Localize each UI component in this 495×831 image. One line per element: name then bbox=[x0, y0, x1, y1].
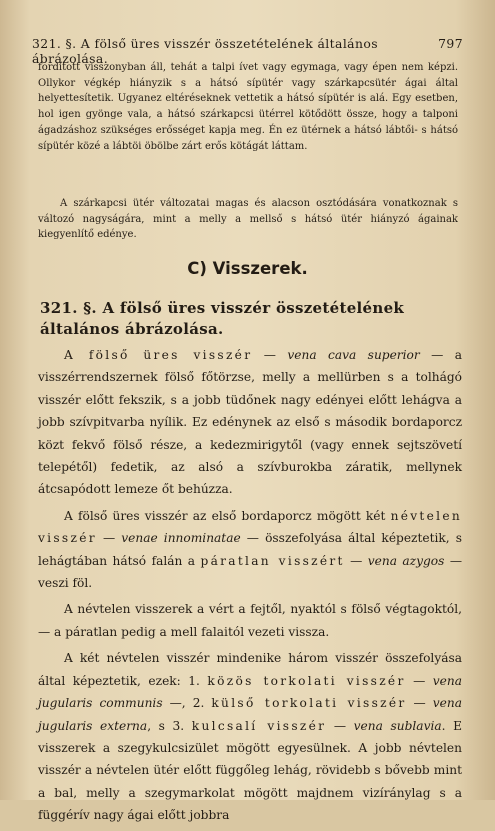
top-paragraph-2-block bbox=[38, 196, 458, 243]
body-paragraph-3: A névtelen visszerek a vért a fejtől, nyaktól s fölső végtagoktól, — a páratlan pedig a mell falaitól vezeti vissza. bbox=[38, 602, 462, 639]
latin-term: vena azygos bbox=[367, 553, 445, 568]
dash: — bbox=[96, 531, 122, 546]
text: . E visszerek a szegykulcsizület mögött egyesülnek. A jobb névtelen visszér a névtelen ütér előtt függőleg lehág, rövidebb s bővebb mint a bal, melly a szegymarkolat mögött majdnem vizíránylag s a függérív nagy ágai előtt jobbra bbox=[38, 718, 463, 823]
latin-term: vena jugularis communis bbox=[38, 673, 462, 711]
term-nevtelen: névtelen visszér bbox=[38, 508, 462, 546]
text: , s 3. bbox=[147, 718, 192, 733]
body-paragraph-1 bbox=[38, 344, 462, 501]
term-vena-cava: A fölső üres visszér bbox=[64, 348, 253, 362]
text: —, 2. bbox=[162, 696, 212, 711]
body-paragraph-1-text: — a visszérrendszernek fölső főtörzse, melly a mellürben s a tolhágó visszér előtt fekszik, s a jobb tüdőnek nagy edényei előtt lehágva a jobb szívpitvarba nyílik. Ez edénynek az első s második bordaporcz közt fekvő fölső része, a kedezmirigytől (vagy ennek sejtszövetí telepétől) fedetik, az alsó a szívburokba záratik, mellynek átcsapódott lemeze őt behúzza. bbox=[38, 348, 463, 497]
top-paragraph-1: fordított visszonyban áll, tehát a talpi ívet vagy egymaga, vagy épen nem képzi. Ollykor végkép hiányzik s a hátsó sípütér vagy szárkapcsütér ágai által helyettesítetik. Ugyanez eltéréseknek vettetik a hátsó sípütér is alá. Egy esetben, hol igen gyönge vala, a hátsó szárkapcsi ütérrel kötődött össze, hogy a talponi ágadzáshoz szükséges erősséget kapja meg. Én ez ütérnek a hátsó lábtői- s hátsó sípütér közé a lábtöi öbölbe zárt erős kötágát láttam. bbox=[38, 62, 458, 152]
latin-term: vena cava superior bbox=[287, 348, 420, 362]
section-heading: C) Visszerek. bbox=[187, 259, 308, 278]
term-kulcsali: kulcsalí visszér bbox=[191, 718, 327, 733]
latin-term: venae innominatae bbox=[121, 531, 241, 546]
body-paragraph-2 bbox=[38, 505, 462, 595]
top-paragraph-1-block bbox=[38, 60, 458, 154]
body-text bbox=[38, 344, 462, 831]
text: — veszi föl. bbox=[38, 553, 463, 591]
top-paragraph-2: A szárkapcsi ütér változatai magas és alacson osztódására vonatkoznak s változó nagyságára, mint a melly a mellső s hátsó ütér hiányzó ágainak kiegyenlítő edénye. bbox=[38, 198, 458, 241]
chapter-title: 321. §. A fölső üres visszér összetételének általános ábrázolása. bbox=[40, 299, 405, 338]
term-kulso: külső torkolati visszér bbox=[211, 696, 407, 711]
page-number: 797 bbox=[438, 36, 463, 51]
running-head-title: 321. §. A fölső üres visszér összetételének általános ábrázolása. bbox=[32, 36, 378, 66]
dash: — bbox=[344, 553, 368, 568]
dash: — bbox=[326, 718, 354, 733]
latin-term: vena jugularis externa bbox=[38, 696, 462, 733]
dash: — bbox=[406, 696, 433, 711]
term-kozos: közös torkolati visszér bbox=[207, 673, 406, 688]
term-paratlan: páratlan visszért bbox=[200, 553, 345, 568]
dash: — bbox=[405, 673, 433, 688]
text: A fölső üres visszér az első bordaporcz mögött két bbox=[64, 508, 391, 523]
text: A két névtelen visszér mindenike három visszér összefolyása által képeztetik, ezek: 1. bbox=[38, 651, 462, 688]
dash: — bbox=[252, 348, 288, 362]
latin-term: vena sublavia bbox=[353, 718, 442, 733]
text: — összefolyása által képeztetik, s lehágtában hátsó falán a bbox=[38, 531, 462, 568]
